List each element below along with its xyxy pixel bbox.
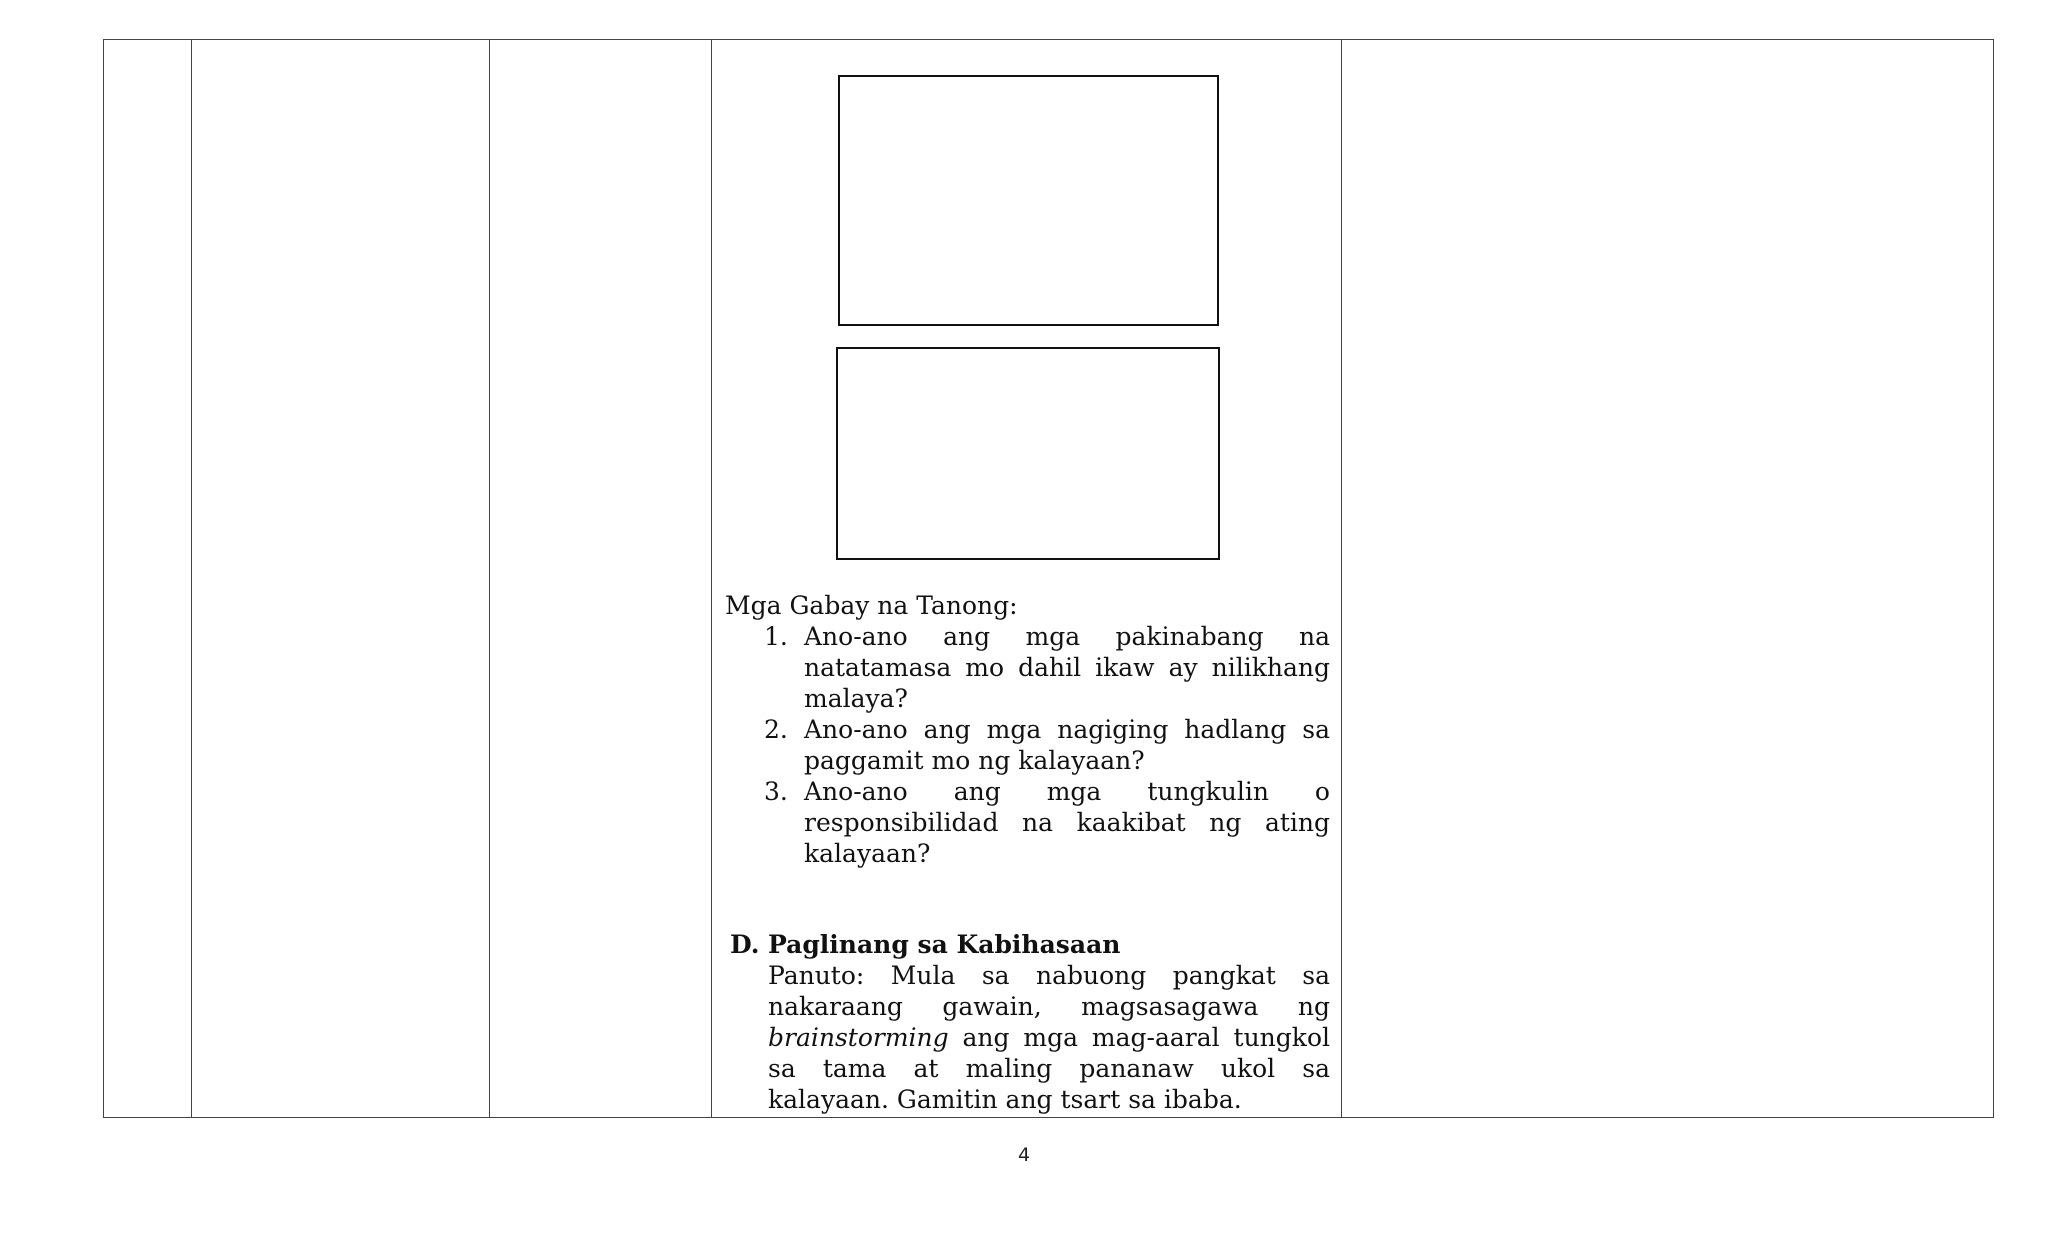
question-text: Ano-ano ang mga tungkulin o responsibilidad na kaakibat ng ating kalayaan? [804,777,1330,868]
page-number: 4 [1017,1144,1031,1166]
section-d [730,929,1330,1115]
list-item [764,776,1330,869]
image-placeholder-2 [836,347,1220,560]
activity-cell [712,40,1341,1117]
image-placeholder-1 [838,75,1219,326]
column-divider [1341,40,1342,1117]
guide-questions-title: Mga Gabay na Tanong: [725,591,1018,620]
guide-questions-list [764,621,1330,869]
question-number: 2. [764,715,788,744]
instructions-text-start: Panuto: Mula sa nabuong pangkat sa nakaraang gawain, magsasagawa ng [768,961,1330,1021]
instructions-italic-term: brainstorming [768,1023,949,1052]
column-divider [191,40,192,1117]
question-number: 3. [764,777,788,806]
section-letter: D. [730,930,760,959]
question-text: Ano-ano ang mga nagiging hadlang sa paggamit mo ng kalayaan? [804,715,1330,775]
list-item [764,621,1330,714]
section-title: Paglinang sa Kabihasaan [768,930,1121,959]
question-text: Ano-ano ang mga pakinabang na natatamasa mo dahil ikaw ay nilikhang malaya? [804,622,1330,713]
column-divider [489,40,490,1117]
instructions-text-end: ang mga mag-aaral tungkol sa tama at maling pananaw ukol sa kalayaan. Gamitin ang tsart sa ibaba. [768,1023,1330,1114]
section-d-instructions [768,960,1330,1115]
list-item [764,714,1330,776]
section-d-heading [730,929,1330,960]
question-number: 1. [764,622,788,651]
lesson-plan-table [103,39,1994,1118]
